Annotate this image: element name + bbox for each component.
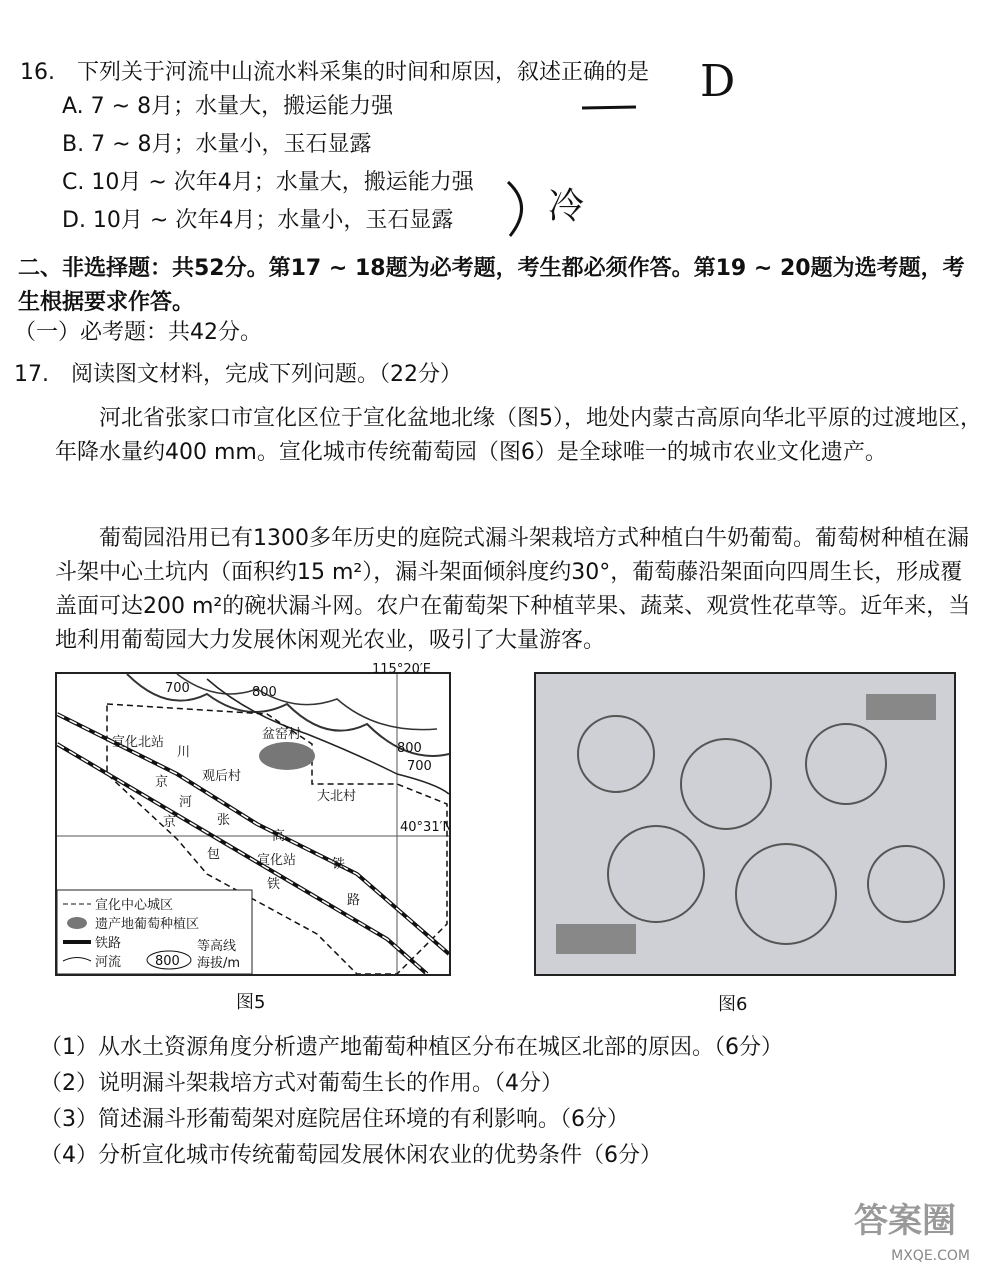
rail-label: 张 <box>217 813 231 828</box>
q16-option-d: D. 10月 ~ 次年4月；水量小，玉石显露 <box>62 208 454 233</box>
legend-railway: 铁路 <box>95 936 122 951</box>
legend-elevation: 海拔/m <box>197 956 241 971</box>
contour-label: 700 <box>407 759 432 774</box>
q17-paragraph-1: 河北省张家口市宣化区位于宣化盆地北缘（图5），地处内蒙古高原向华北平原的过渡地区，年降水量约400 mm。宣化城市传统葡萄园（图6）是全球唯一的城市农业文化遗产。 <box>55 406 983 465</box>
legend-contour-value: 800 <box>155 954 180 969</box>
rail-label: 路 <box>347 893 361 908</box>
q17-sub-question-2: （2）说明漏斗架栽培方式对葡萄生长的作用。（4分） <box>40 1071 563 1096</box>
figure-6-caption: 图6 <box>718 994 748 1015</box>
handwritten-brace-icon <box>500 176 540 246</box>
contour-label: 800 <box>397 741 422 756</box>
q16-option-b: B. 7 ~ 8月；水量小，玉石显露 <box>62 132 372 157</box>
legend-city: 宣化中心城区 <box>95 898 174 913</box>
legend-river: 河流 <box>95 955 122 970</box>
q17-sub-question-4: （4）分析宣化城市传统葡萄园发展休闲农业的优势条件（6分） <box>40 1143 662 1168</box>
rail-label: 高 <box>272 829 286 844</box>
section2-sub: （一）必考题：共42分。 <box>14 320 262 345</box>
handwritten-note: 冷 <box>548 186 585 227</box>
legend-grape-icon <box>67 917 87 929</box>
contour-label: 700 <box>165 681 190 696</box>
place-label: 大北村 <box>317 789 357 804</box>
q17-paragraph-2: 葡萄园沿用已有1300多年历史的庭院式漏斗架栽培方式种植白牛奶葡萄。葡萄树种植在漏斗架中心土坑内（面积约15 m²），漏斗架面倾斜度约30°，葡萄藤沿架面向四周生长，形成覆盖面可达200 m²的碗状漏斗网。农户在葡萄架下种植苹果、蔬菜、观赏性花草等。近年来，当地利用葡萄园大力发展休闲观光农业，吸引了大量游客。 <box>55 526 971 653</box>
river-label: 川 <box>177 745 191 760</box>
rail-label: 包 <box>207 847 221 862</box>
q17-stem: 17. 阅读图文材料，完成下列问题。（22分） <box>14 362 462 387</box>
lon-label-top: 115°20′E <box>372 662 432 677</box>
figure-5-map <box>55 672 451 976</box>
legend-contour: 等高线 <box>197 939 237 954</box>
legend-grape: 遗产地葡萄种植区 <box>95 917 200 932</box>
watermark-url: MXQE.COM <box>891 1248 970 1264</box>
place-label: 宣化站 <box>257 853 297 868</box>
rail-label: 京 <box>155 775 169 790</box>
grape-area-icon <box>259 742 315 770</box>
lat-label: 40°31′N <box>400 820 449 835</box>
figure-6-photo <box>534 672 956 976</box>
contour-label: 800 <box>252 685 277 700</box>
place-label: 盆窑村 <box>262 727 302 742</box>
section2-heading: 二、非选择题：共52分。第17 ~ 18题为必考题，考生都必须作答。第19 ~ 20题为选考题，考生根据要求作答。 <box>18 256 965 315</box>
q16-option-a: A. 7 ~ 8月；水量大，搬运能力强 <box>62 94 394 119</box>
place-label: 观后村 <box>202 769 242 784</box>
rail-label: 铁 <box>267 877 281 892</box>
q16-option-c: C. 10月 ~ 次年4月；水量大，搬运能力强 <box>62 170 474 195</box>
q17-sub-question-3: （3）简述漏斗形葡萄架对庭院居住环境的有利影响。（6分） <box>40 1107 629 1132</box>
rail-label: 河 <box>179 795 193 810</box>
handwritten-underline-icon <box>580 104 640 112</box>
q16-stem: 16. 下列关于河流中山流水料采集的时间和原因，叙述正确的是 <box>20 60 649 85</box>
q17-sub-question-1: （1）从水土资源角度分析遗产地葡萄种植区分布在城区北部的原因。（6分） <box>40 1035 783 1060</box>
place-label: 宣化北站 <box>112 735 165 750</box>
rail-label: 京 <box>163 815 177 830</box>
figure-5-caption: 图5 <box>236 992 266 1013</box>
watermark-logo: 答案圈 <box>854 1201 956 1241</box>
river-line <box>207 679 449 794</box>
rail-label: 铁 <box>332 857 346 872</box>
handwritten-answer: D <box>700 56 736 107</box>
